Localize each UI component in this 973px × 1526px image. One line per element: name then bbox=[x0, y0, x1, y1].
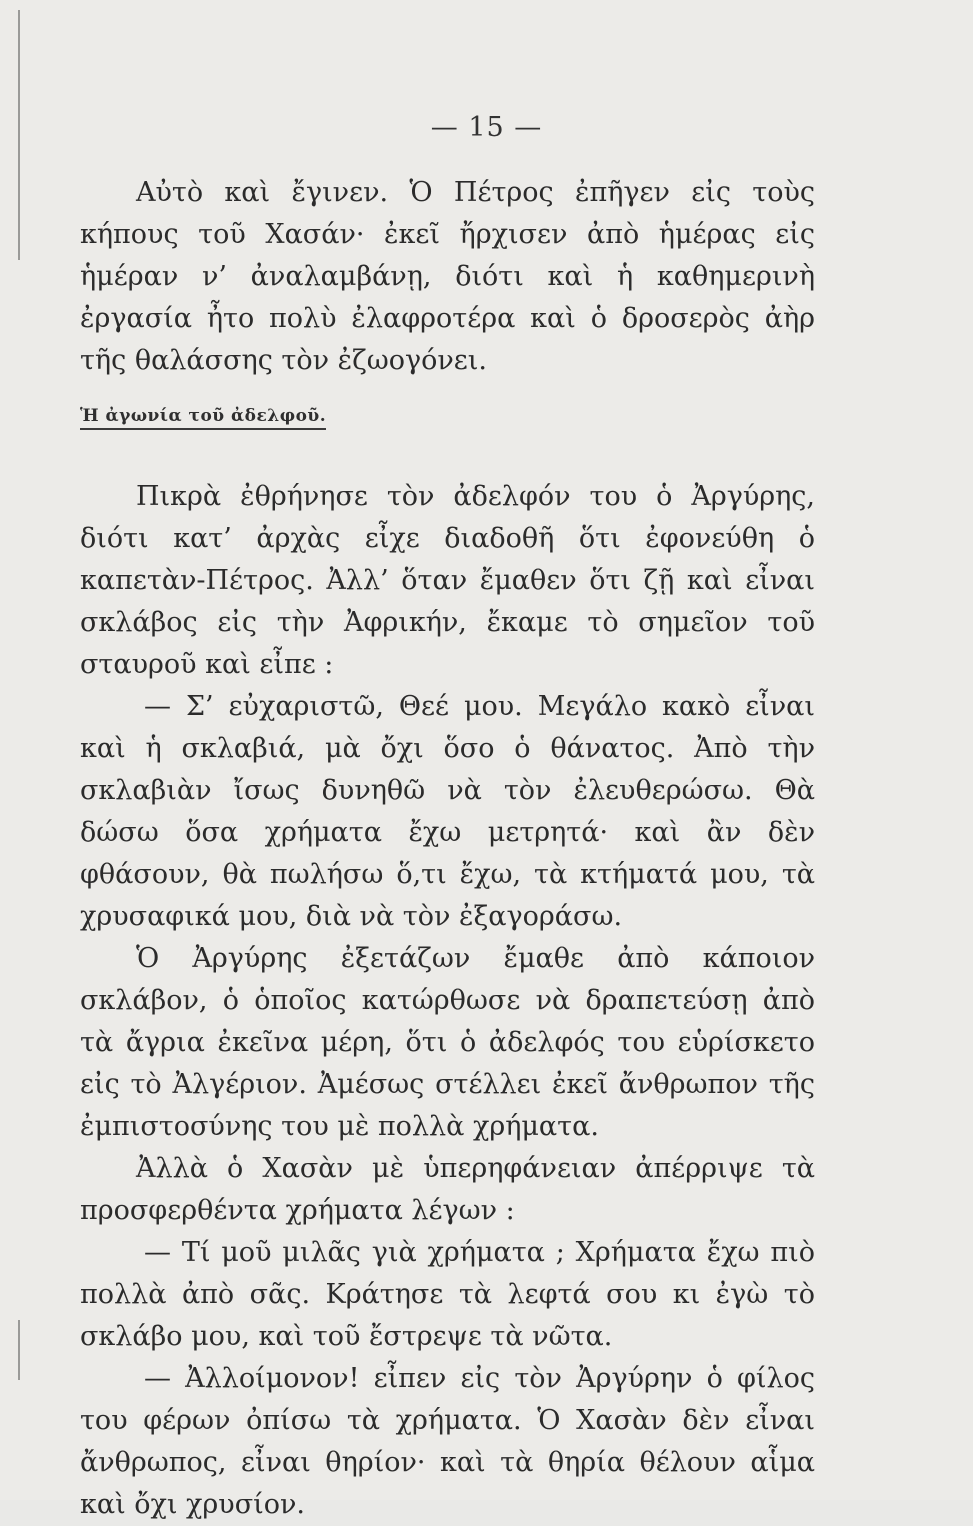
paragraph: Ἀλλὰ ὁ Χασὰν μὲ ὑπερηφάνειαν ἀπέρριψε τὰ προσφερθέντα χρήματα λέγων : bbox=[80, 1153, 815, 1226]
section-text bbox=[80, 476, 815, 1526]
dialogue-paragraph: — Ἀλλοίμονον! εἶπεν εἰς τὸν Ἀργύρην ὁ φίλος του φέρων ὀπίσω τὰ χρήματα. Ὁ Χασὰν δὲν εἶναι ἄνθρωπος, εἶναι θηρίον· καὶ τὰ θηρία θέλουν αἷμα καὶ ὄχι χρυσίον. bbox=[80, 1363, 815, 1520]
dialogue-paragraph: — Τί μοῦ μιλᾶς γιὰ χρήματα ; Χρήματα ἔχω πιὸ πολλὰ ἀπὸ σᾶς. Κράτησε τὰ λεφτά σου κι ἐγὼ τὸ σκλάβο μου, καὶ τοῦ ἔστρεψε τὰ νῶτα. bbox=[80, 1237, 815, 1352]
page-number: — 15 — bbox=[430, 112, 543, 143]
opening-text bbox=[80, 172, 815, 382]
scan-edge-mark bbox=[18, 1320, 20, 1380]
paragraph: Πικρὰ ἐθρήνησε τὸν ἀδελφόν του ὁ Ἀργύρης, διότι κατ’ ἀρχὰς εἶχε διαδοθῆ ὅτι ἐφονεύθη ὁ καπετὰν-Πέτρος. Ἀλλ’ ὅταν ἔμαθεν ὅτι ζῇ καὶ εἶναι σκλάβος εἰς τὴν Ἀφρικήν, ἔκαμε τὸ σημεῖον τοῦ σταυροῦ καὶ εἶπε : bbox=[80, 481, 815, 680]
section-heading: Ἡ ἀγωνία τοῦ ἀδελφοῦ. bbox=[80, 406, 326, 430]
dialogue-paragraph: — Σ’ εὐχαριστῶ, Θεέ μου. Μεγάλο κακὸ εἶναι καὶ ἡ σκλαβιά, μὰ ὄχι ὅσο ὁ θάνατος. Ἀπὸ τὴν σκλαβιὰν ἴσως δυνηθῶ νὰ τὸν ἐλευθερώσω. Θὰ δώσω ὅσα χρήματα ἔχω μετρητά· καὶ ἂν δὲν φθάσουν, θὰ πωλήσω ὅ,τι ἔχω, τὰ κτήματά μου, τὰ χρυσαφικά μου, διὰ νὰ τὸν ἐξαγοράσω. bbox=[80, 691, 815, 932]
paragraph: Ὁ Ἀργύρης ἐξετάζων ἔμαθε ἀπὸ κάποιον σκλάβον, ὁ ὁποῖος κατώρθωσε νὰ δραπετεύσῃ ἀπὸ τὰ ἄγρια ἐκεῖνα μέρη, ὅτι ὁ ἀδελφός του εὑρίσκετο εἰς τὸ Ἀλγέριον. Ἀμέσως στέλλει ἐκεῖ ἄνθρωπον τῆς ἐμπιστοσύνης του μὲ πολλὰ χρήματα. bbox=[80, 943, 815, 1142]
paragraph: Αὐτὸ καὶ ἔγινεν. Ὁ Πέτρος ἐπῆγεν εἰς τοὺς κήπους τοῦ Χασάν· ἐκεῖ ἤρχισεν ἀπὸ ἡμέρας εἰς ἡμέραν ν’ ἀναλαμβάνῃ, διότι καὶ ἡ καθημερινὴ ἐργασία ἦτο πολὺ ἐλαφροτέρα καὶ ὁ δροσερὸς ἀὴρ τῆς θαλάσσης τὸν ἐζωογόνει. bbox=[80, 177, 815, 376]
